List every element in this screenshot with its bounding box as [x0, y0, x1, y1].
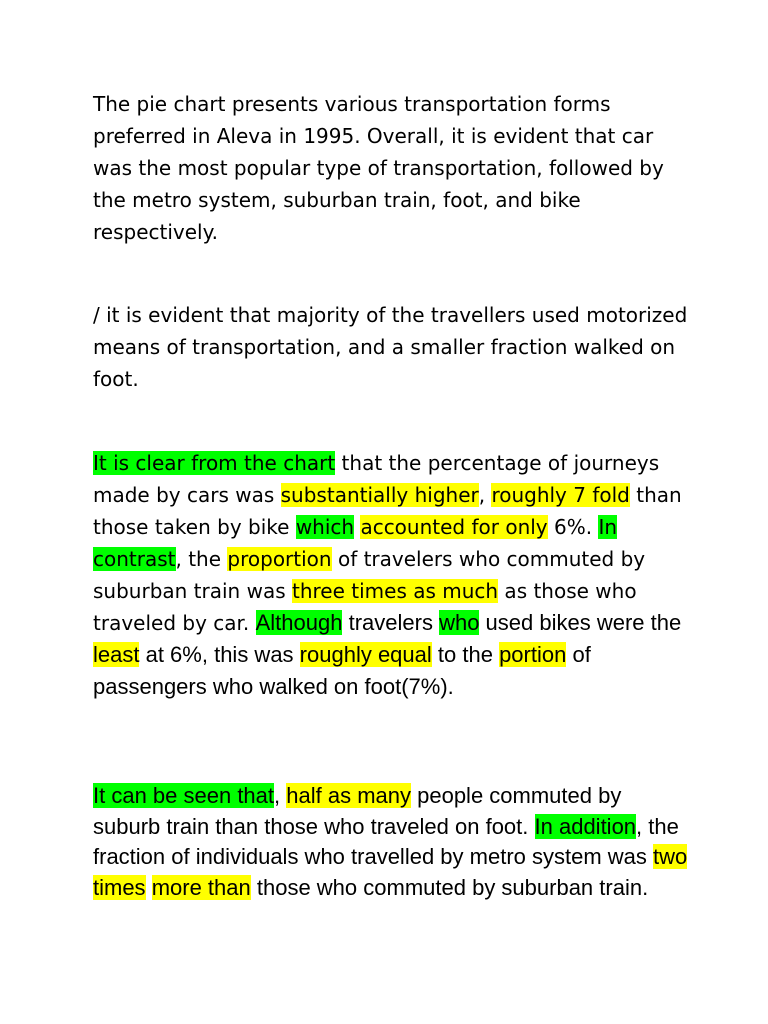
highlight-yellow: three times as much	[291, 579, 499, 603]
text: of passengers who walked on foot(7%).	[93, 642, 591, 699]
text: to the	[431, 642, 500, 667]
paragraph-body-2	[93, 781, 693, 903]
highlight-yellow: accounted for only	[360, 515, 548, 539]
highlight-green: It is clear from the chart	[93, 451, 336, 475]
highlight-green: Although	[255, 610, 343, 635]
highlight-yellow: roughly equal	[299, 642, 432, 667]
text	[146, 875, 152, 900]
highlight-yellow: half as many	[286, 783, 411, 808]
text: as those who traveled by car.	[93, 579, 637, 635]
highlight-green: who	[439, 610, 480, 635]
highlight-yellow: roughly 7 fold	[491, 483, 630, 507]
highlight-yellow: portion	[499, 642, 567, 667]
text: those who commuted by suburban train.	[250, 874, 649, 900]
highlight-green: In addition	[534, 813, 637, 839]
text: that the percentage of journeys made by cars was	[93, 451, 660, 507]
highlight-green: In contrast	[93, 515, 618, 571]
text: , the fraction of individuals who travelled by metro system was	[93, 813, 679, 869]
text: / it is evident that majority of the travellers used motorized means of transportation, and a smaller fraction walked on foot.	[93, 303, 688, 391]
highlight-yellow: substantially higher	[280, 483, 479, 507]
highlight-green: which	[295, 515, 355, 539]
text: The pie chart presents various transportation forms preferred in Aleva in 1995. Overall, it is evident that car was the most popular type of transportation, followed by the metro system, suburban train, foot, and bike respectively.	[93, 92, 664, 244]
text: 6%.	[547, 515, 599, 539]
text: used bikes were the	[479, 610, 682, 635]
paragraph-intro	[93, 88, 693, 248]
highlight-green: It can be seen that	[93, 783, 275, 808]
highlight-yellow: proportion	[227, 547, 332, 571]
paragraph-alternative-overview	[93, 299, 693, 395]
text: , the	[175, 547, 228, 571]
text: of travelers who commuted by suburban train was	[93, 547, 646, 603]
highlight-yellow: more than	[151, 874, 251, 900]
text: ,	[478, 483, 492, 507]
text: travelers	[342, 610, 440, 635]
paragraph-body-1	[93, 447, 693, 703]
text: than those taken by bike	[93, 483, 682, 539]
text: at 6%, this was	[139, 642, 300, 667]
text: ,	[274, 783, 287, 808]
highlight-yellow: two times	[93, 844, 688, 900]
highlight-yellow: least	[93, 642, 140, 667]
text: people commuted by suburb train than those who traveled on foot.	[93, 783, 622, 839]
